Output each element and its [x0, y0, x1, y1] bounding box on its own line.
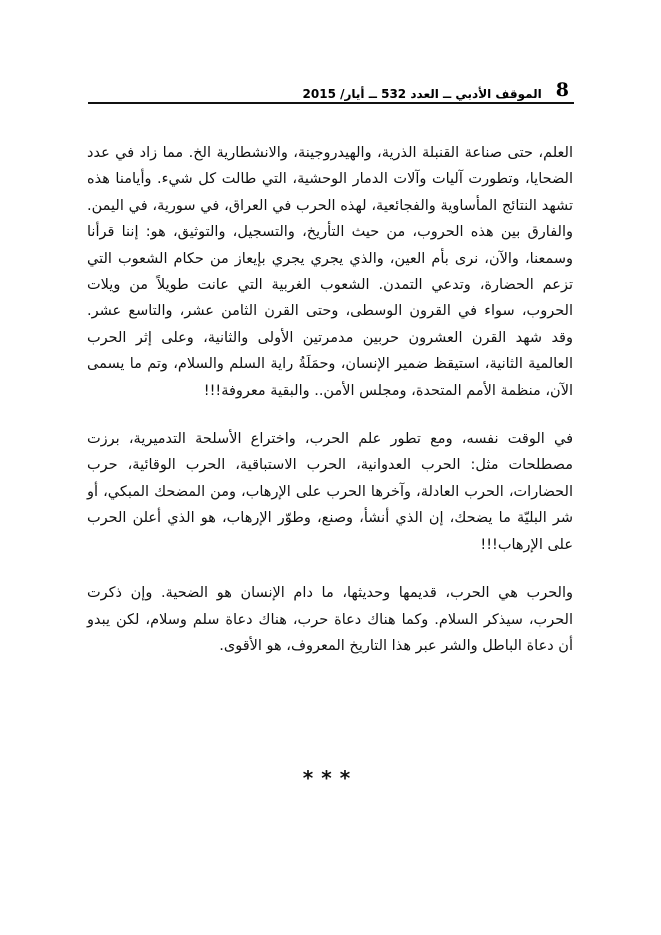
header-divider: [88, 102, 574, 104]
page-header: [89, 78, 569, 100]
paragraph-1: العلم، حتى صناعة القنبلة الذرية، والهيدروجينة، والانشطارية الخ. مما زاد في عدد الضحايا، وتطورت آليات وآلات الدمار الوحشية، التي طالت كل شيء. وأيامنا هذه تشهد النتائج المأساوية والفجائعية، لهذه الحرب في العراق، في سورية، في اليمن. والفارق بين هذه الحروب، من حيث التأريخ، والتسجيل، والتوثيق، هو: إننا قرأنا وسمعنا، والآن، نرى بأم العين، والذي يجري يجري بإيعاز من حكام الشعوب التي تزعم الحضارة، وتدعي التمدن. الشعوب الغربية التي عانت طويلاً من ويلات الحروب، سواء في القرون الوسطى، وحتى القرن الثامن عشر، والتاسع عشر. وقد شهد القرن العشرون حربين مدمرتين الأولى والثانية، وعلى إثر الحرب العالمية الثانية، استيقظ ضمير الإنسان، وحمَلَةُ راية السلم والسلام، وتم ما يسمى الآن، منظمة الأمم المتحدة، ومجلس الأمن.. والبقية معروفة!!!: [87, 145, 573, 399]
article-body: [87, 140, 573, 681]
section-end-ornament: ***: [302, 766, 359, 790]
running-title: الموقف الأدبي ــ العدد 532 ــ أيار/ 2015: [302, 87, 542, 101]
paragraph-3: والحرب هي الحرب، قديمها وحديثها، ما دام الإنسان هو الضحية. وإن ذكرت الحرب، سيذكر السلام. وكما هناك دعاة حرب، هناك دعاة سلم وسلام، لكن يبدو أن دعاة الباطل والشر عبر هذا التاريخ المعروف، هو الأقوى.: [87, 585, 573, 654]
paragraph-2: في الوقت نفسه، ومع تطور علم الحرب، واختراع الأسلحة التدميرية، برزت مصطلحات مثل: الحرب العدوانية، الحرب الاستباقية، الحرب الوقائية، حرب الحضارات، الحرب العادلة، وآخرها الحرب على الإرهاب، ومن المضحك المبكي، أو شر البليّة ما يضحك، إن الذي أنشأ، وصنع، وطوّر الإرهاب، هو الذي أعلن الحرب على الإرهاب!!!: [87, 431, 573, 553]
page-number: 8: [555, 79, 569, 101]
